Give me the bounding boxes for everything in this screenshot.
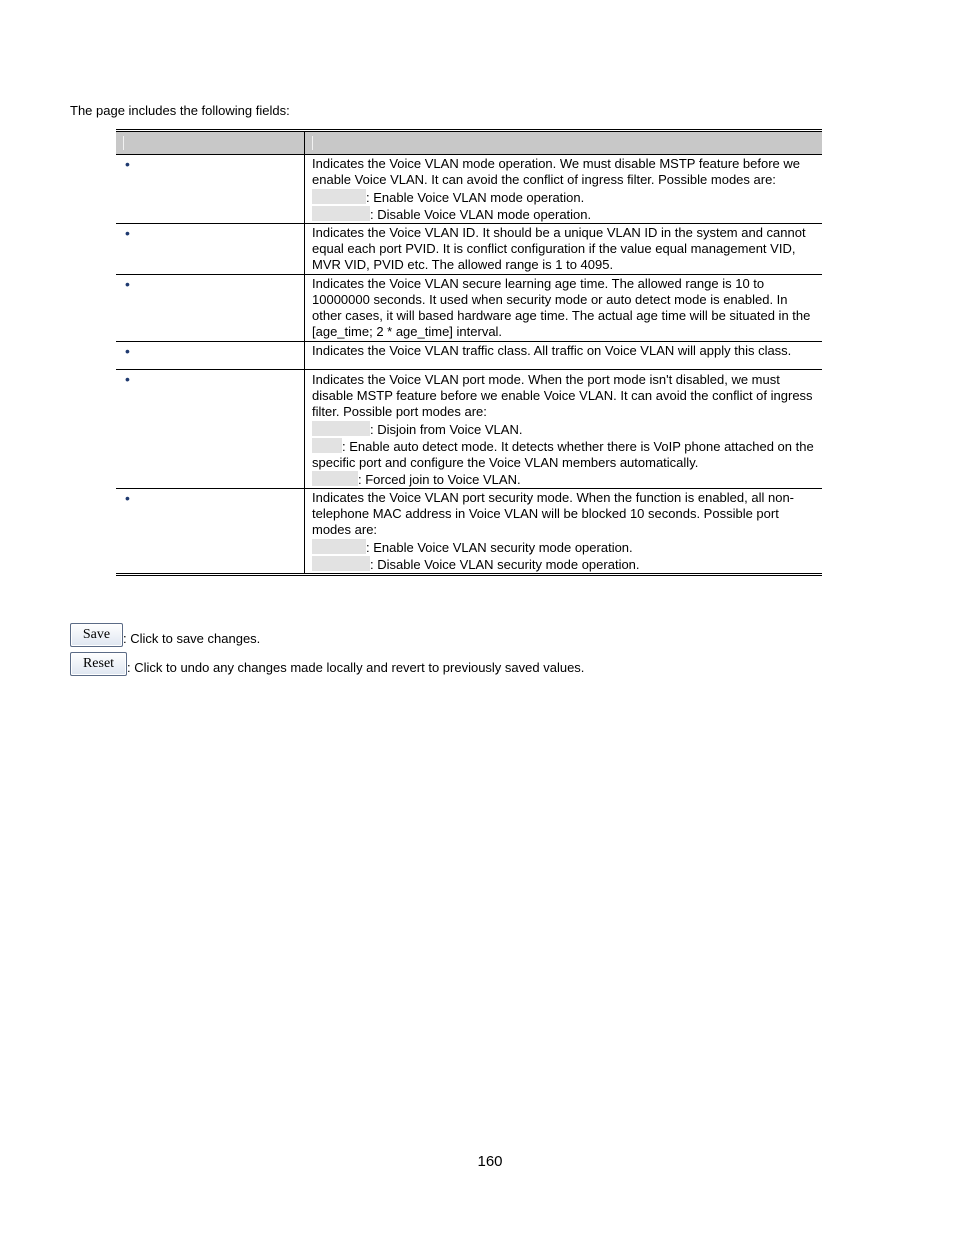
description-cell	[305, 224, 823, 275]
description-cell	[305, 489, 823, 575]
option-line: : Forced join to Voice VLAN.	[312, 471, 816, 488]
object-cell	[116, 370, 305, 489]
bullet-icon: •	[125, 156, 130, 172]
object-cell	[116, 155, 305, 224]
object-cell	[116, 275, 305, 342]
object-cell	[116, 489, 305, 575]
option-line: : Disjoin from Voice VLAN.	[312, 421, 816, 438]
object-cell	[116, 342, 305, 370]
row-description: Indicates the Voice VLAN mode operation. We must disable MSTP feature before we enable Voice VLAN. It can avoid the conflict of ingress filter. Possible modes are:	[312, 156, 801, 187]
description-cell	[305, 275, 823, 342]
description-cell	[305, 370, 823, 489]
row-description: Indicates the Voice VLAN port mode. When the port mode isn't disabled, we must disable MSTP feature before we enable Voice VLAN. It can avoid the conflict of ingress filter. Possible port modes are:	[312, 372, 813, 419]
table-row	[116, 224, 822, 275]
table-row	[116, 342, 822, 370]
option-term-highlight	[312, 438, 342, 453]
description-cell	[305, 155, 823, 224]
option-line: : Enable Voice VLAN mode operation.	[312, 189, 816, 206]
option-term-highlight	[312, 189, 366, 204]
header-description-cell	[305, 131, 823, 155]
object-cell	[116, 224, 305, 275]
intro-text: The page includes the following fields:	[70, 103, 290, 118]
row-description: Indicates the Voice VLAN port security mode. When the function is enabled, all non-telephone MAC address in Voice VLAN will be blocked 10 seconds. Possible port modes are:	[312, 490, 794, 537]
fields-table	[116, 129, 822, 576]
save-button-description: : Click to save changes.	[123, 631, 261, 646]
reset-button[interactable]: Reset	[70, 652, 127, 676]
reset-button-description: : Click to undo any changes made locally and revert to previously saved values.	[127, 660, 585, 675]
row-description: Indicates the Voice VLAN secure learning age time. The allowed range is 10 to 10000000 seconds. It used when security mode or auto detect mode is enabled. In other cases, it will based hardware age time. The actual age time will be situated in the [age_time; 2 * age_time] interval.	[312, 276, 811, 339]
bullet-icon: •	[125, 490, 130, 506]
table-row	[116, 370, 822, 489]
option-term-highlight	[312, 206, 370, 221]
header-object-cell	[116, 131, 305, 155]
option-line: : Disable Voice VLAN mode operation.	[312, 206, 816, 223]
bullet-icon: •	[125, 371, 130, 387]
row-description: Indicates the Voice VLAN ID. It should be a unique VLAN ID in the system and cannot equal each port PVID. It is conflict configuration if the value equal management VID, MVR VID, PVID etc. The allowed range is 1 to 4095.	[312, 225, 806, 272]
table-row	[116, 489, 822, 575]
option-term-highlight	[312, 421, 370, 436]
page-number: 160	[477, 1153, 503, 1170]
bullet-icon: •	[125, 276, 130, 292]
table-row	[116, 155, 822, 224]
option-line: : Enable auto detect mode. It detects whether there is VoIP phone attached on the specific port and configure the Voice VLAN members automatically.	[312, 439, 814, 470]
save-button-help	[70, 623, 260, 647]
option-term-highlight	[312, 539, 366, 554]
bullet-icon: •	[125, 343, 130, 359]
bullet-icon: •	[125, 225, 130, 241]
save-button[interactable]: Save	[70, 623, 123, 647]
option-line: : Enable Voice VLAN security mode operation.	[312, 539, 816, 556]
option-line: : Disable Voice VLAN security mode operation.	[312, 556, 816, 573]
row-description: Indicates the Voice VLAN traffic class. All traffic on Voice VLAN will apply this class.	[312, 343, 792, 358]
option-term-highlight	[312, 471, 358, 486]
reset-button-help	[70, 652, 584, 676]
table-header-row	[116, 131, 822, 155]
option-term-highlight	[312, 556, 370, 571]
description-cell	[305, 342, 823, 370]
table-row	[116, 275, 822, 342]
